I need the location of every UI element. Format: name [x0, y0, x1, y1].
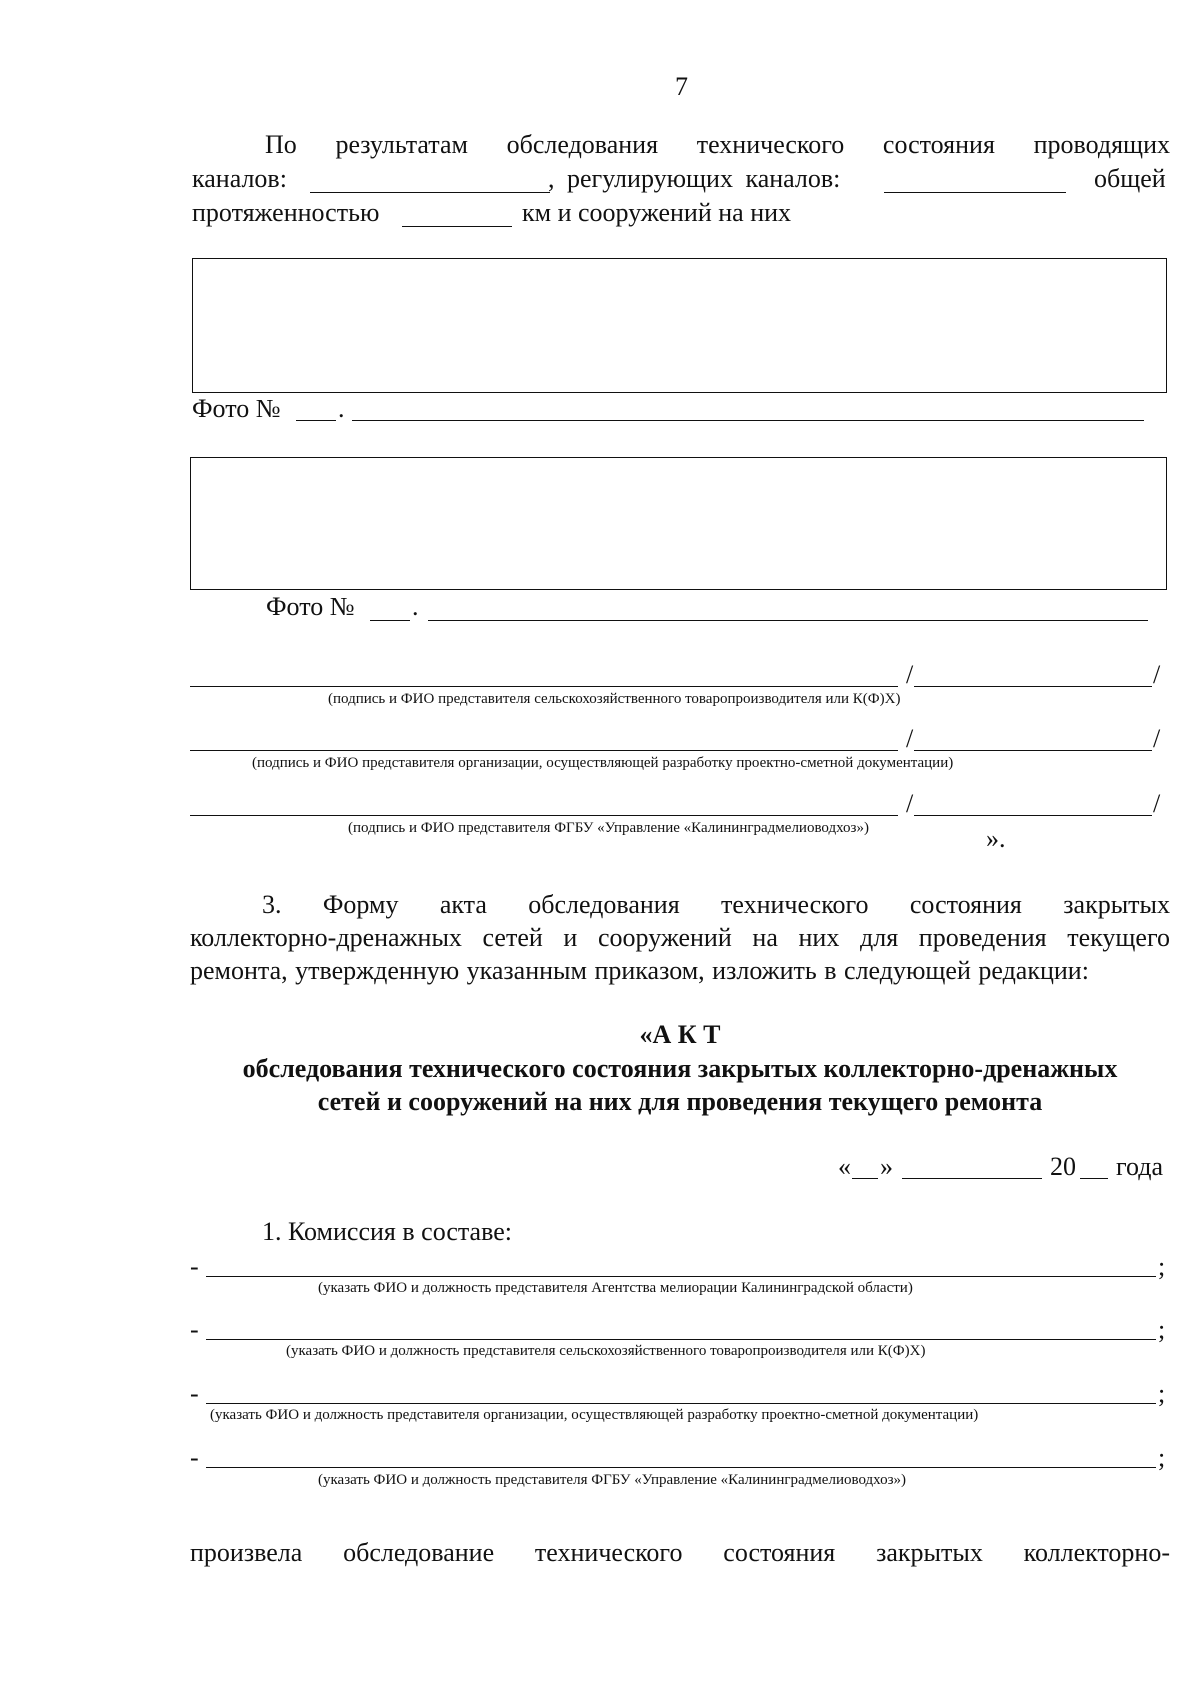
commission-member-4-dash: -: [190, 1443, 199, 1472]
date-year-line: [1080, 1178, 1108, 1179]
commission-member-4-caption: (указать ФИО и должность представителя ФГБУ «Управление «Калининградмелиоводхоз»): [318, 1472, 906, 1488]
commission-member-1-caption: (указать ФИО и должность представителя Агентства мелиорации Калининградской области): [318, 1280, 913, 1296]
item3-line-2: коллекторно-дренажных сетей и сооружений на них для проведения текущего: [190, 923, 1170, 952]
commission-member-1-end: ;: [1158, 1252, 1166, 1281]
signature-3-slash: /: [906, 789, 914, 818]
signature-3-caption: (подпись и ФИО представителя ФГБУ «Управление «Калининградмелиоводхоз»): [348, 820, 869, 836]
signature-2-caption: (подпись и ФИО представителя организации, осуществляющей разработку проектно-сметной документации): [252, 755, 954, 771]
commission-member-3-dash: -: [190, 1379, 199, 1408]
commission-member-2-dash: -: [190, 1315, 199, 1344]
photo-2-label: Фото №: [266, 592, 355, 621]
signature-2-slash-end: /: [1153, 724, 1161, 753]
commission-member-4-end: ;: [1158, 1443, 1166, 1472]
commission-member-1-line: [206, 1276, 1156, 1277]
photo-2-caption-line: [428, 620, 1148, 621]
act-title-line-1: «А К Т: [639, 1020, 721, 1049]
commission-member-3-end: ;: [1158, 1379, 1166, 1408]
date-year-prefix: 20: [1050, 1152, 1076, 1181]
commission-member-3-caption: (указать ФИО и должность представителя организации, осуществляющей разработку проектно-сметной документации): [210, 1407, 979, 1423]
closing-line-1: произвела обследование технического состояния закрытых коллекторно-: [190, 1538, 1170, 1567]
commission-member-4-line: [206, 1467, 1156, 1468]
commission-member-3-line: [206, 1403, 1156, 1404]
photo-1-number-line: [296, 420, 336, 421]
signature-2-slash: /: [906, 724, 914, 753]
intro-line-2-b: , регулирующих каналов:: [548, 164, 841, 193]
signature-3-suffix: ».: [986, 824, 1006, 853]
signature-1-caption: (подпись и ФИО представителя сельскохозяйственного товаропроизводителя или К(Ф)Х): [328, 691, 901, 707]
photo-2-dot: .: [412, 592, 419, 621]
date-open-quote: «: [838, 1152, 851, 1181]
signature-2-line-left: [190, 750, 898, 751]
photo-1-label: Фото №: [192, 394, 281, 423]
intro-line-2-c: общей: [1094, 164, 1166, 193]
intro-line-2-a: каналов:: [192, 164, 287, 193]
intro-line-3-b: км и сооружений на них: [522, 198, 792, 227]
intro-line-1: По результатам обследования технического состояния проводящих: [265, 130, 1170, 159]
signature-3-line-left: [190, 815, 898, 816]
date-month-line: [902, 1178, 1042, 1179]
act-title-line-3: сетей и сооружений на них для проведения текущего ремонта: [317, 1087, 1043, 1116]
signature-3-slash-end: /: [1153, 789, 1161, 818]
item3-line-1: 3. Форму акта обследования технического состояния закрытых: [262, 890, 1170, 919]
photo-1-caption-line: [352, 420, 1144, 421]
photo-2-number-line: [370, 620, 410, 621]
signature-1-line-right: [914, 686, 1152, 687]
blank-line-length: [402, 226, 512, 227]
blank-line-canals-conducting: [310, 192, 550, 193]
date-close-quote: »: [880, 1152, 893, 1181]
item3-line-3: ремонта, утвержденную указанным приказом, изложить в следующей редакции:: [190, 956, 1089, 985]
commission-member-2-end: ;: [1158, 1315, 1166, 1344]
act-title-line-2: обследования технического состояния закрытых коллекторно-дренажных: [242, 1054, 1118, 1083]
commission-member-2-line: [206, 1339, 1156, 1340]
photo-box-1: [192, 258, 1167, 393]
photo-1-dot: .: [338, 394, 345, 423]
signature-3-line-right: [914, 815, 1152, 816]
intro-line-3-a: протяженностью: [192, 198, 380, 227]
date-day-line: [852, 1178, 878, 1179]
signature-1-slash: /: [906, 660, 914, 689]
commission-heading: 1. Комиссия в составе:: [262, 1217, 512, 1246]
commission-member-2-caption: (указать ФИО и должность представителя сельскохозяйственного товаропроизводителя или К(Ф)Х): [286, 1343, 926, 1359]
signature-1-slash-end: /: [1153, 660, 1161, 689]
signature-1-line-left: [190, 686, 898, 687]
date-year-suffix: года: [1116, 1152, 1164, 1181]
commission-member-1-dash: -: [190, 1252, 199, 1281]
blank-line-canals-regulating: [884, 192, 1066, 193]
page-number: 7: [675, 72, 688, 101]
photo-box-2: [190, 457, 1167, 590]
signature-2-line-right: [914, 750, 1152, 751]
